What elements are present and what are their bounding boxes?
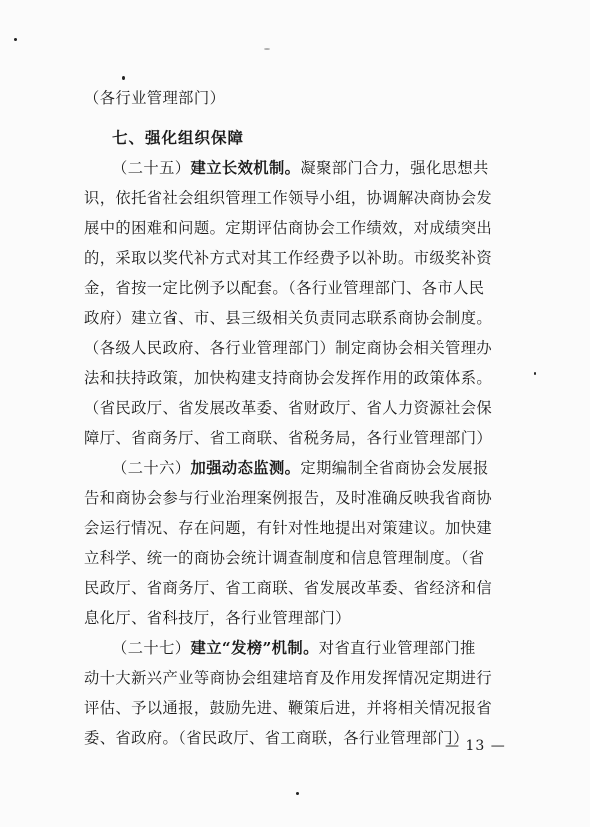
top-note: （各行业管理部门）: [84, 89, 226, 107]
paragraph-27-number: （二十七）: [112, 639, 191, 657]
paragraph-25-line: 展中的困难和问题。定期评估商协会工作绩效，对成绩突出: [84, 219, 493, 237]
paragraph-27-title: 建立“发榜”机制。: [190, 639, 319, 657]
paragraph-25-text: 凝聚部门合力，强化思想共: [300, 159, 489, 177]
paragraph-26-line: 会运行情况、存在问题，有针对性地提出对策建议。加快建: [84, 519, 493, 537]
paragraph-25-line: 政府）建立省、市、县三级相关负责同志联系商协会制度。: [84, 309, 493, 327]
paragraph-26-text: 定期编制全省商协会发展报: [300, 459, 489, 477]
paragraph-27-text: 对省直行业管理部门推: [318, 639, 476, 657]
paragraph-26-line: 息化厅、省科技厅，各行业管理部门）: [84, 609, 351, 627]
paragraph-27-line: 动十大新兴产业等商协会组建培育及作用发挥情况定期进行: [84, 669, 493, 687]
paragraph-25-line: 金，省按一定比例予以配套。（各行业管理部门、各市人民: [84, 279, 485, 297]
paragraph-27-line: 委、省政府。（省民政厅、省工商联，各行业管理部门）: [84, 729, 469, 747]
paragraph-27-line: 评估、予以通报，鼓励先进、鞭策后进，并将相关情况报省: [84, 699, 493, 717]
paragraph-25-number: （二十五）: [112, 159, 191, 177]
section-heading: 七、强化组织保障: [112, 129, 245, 147]
paragraph-25-line: 识，依托省社会组织管理工作领导小组，协调解决商协会发: [84, 189, 493, 207]
scan-speck: [14, 38, 17, 41]
paragraph-26-first-line: [112, 458, 524, 478]
page-number: — 13 —: [445, 738, 506, 754]
paragraph-27-first-line: [112, 638, 524, 658]
paragraph-25-first-line: [112, 158, 524, 178]
paragraph-25-line: （各级人民政府、各行业管理部门）制定商协会相关管理办: [84, 339, 493, 357]
paragraph-26-line: 立科学、统一的商协会统计调查制度和信息管理制度。（省: [84, 549, 485, 567]
paragraph-25-line: 法和扶持政策，加快构建支持商协会发挥作用的政策体系。: [84, 369, 493, 387]
scan-speck: [264, 48, 270, 50]
paragraph-26-title: 加强动态监测。: [190, 459, 301, 477]
paragraph-26-line: 民政厅、省商务厅、省工商联、省发展改革委、省经济和信: [84, 579, 493, 597]
scan-speck: [296, 792, 299, 795]
paragraph-26-line: 告和商协会参与行业治理案例报告，及时准确反映我省商协: [84, 489, 493, 507]
paragraph-25-line: （省民政厅、省发展改革委、省财政厅、省人力资源社会保: [84, 399, 493, 417]
paragraph-25-line: 障厅、省商务厅、省工商联、省税务局，各行业管理部门）: [84, 429, 493, 447]
scan-speck: [534, 372, 536, 375]
paragraph-26-number: （二十六）: [112, 459, 191, 477]
paragraph-25-title: 建立长效机制。: [190, 159, 301, 177]
paragraph-25-line: 的，采取以奖代补方式对其工作经费予以补助。市级奖补资: [84, 249, 493, 267]
scan-speck: [122, 76, 125, 80]
